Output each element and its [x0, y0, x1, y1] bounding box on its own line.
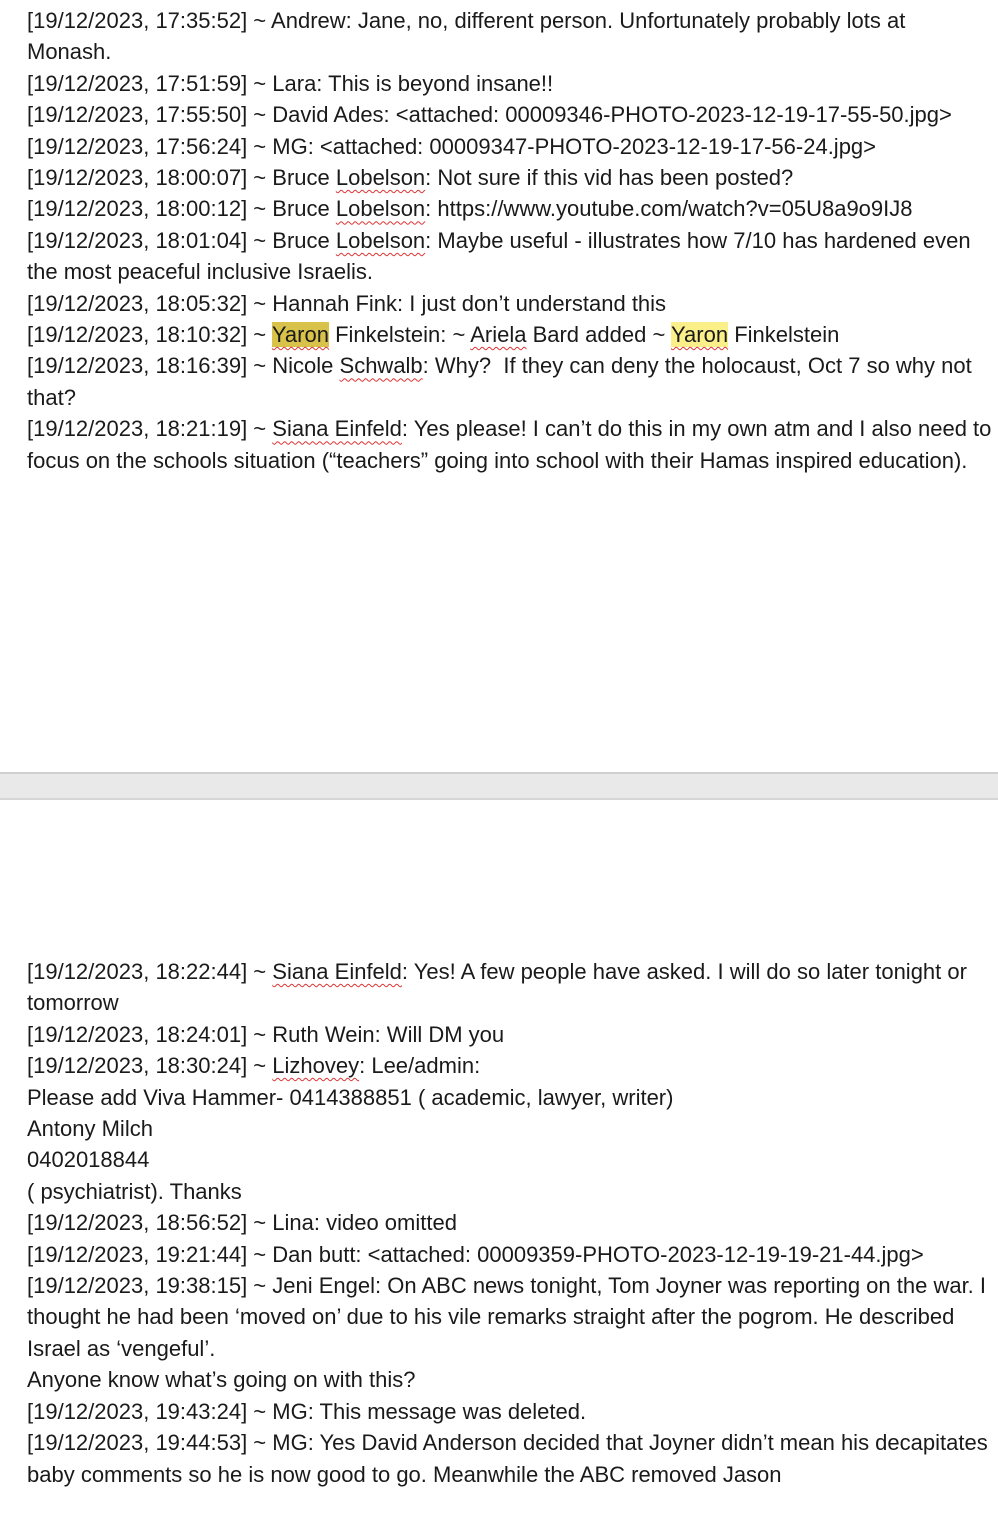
- chat-message: [19/12/2023, 18:00:12] ~ Bruce Lobelson: https://www.youtube.com/watch?v=05U8a9o9IJ8: [27, 196, 913, 222]
- chat-message: Anyone know what’s going on with this?: [27, 1367, 416, 1393]
- chat-message: [19/12/2023, 18:01:04] ~ Bruce Lobelson: Maybe useful - illustrates how 7/10 has hardened even the most peaceful inclusive Israelis.: [27, 227, 977, 285]
- spellcheck-flagged-word: Siana Einfeld: [272, 416, 402, 442]
- chat-message: [19/12/2023, 19:44:53] ~ MG: Yes David Anderson decided that Joyner didn’t mean his decapitates baby comments so he is now good to go. Meanwhile the ABC removed Jason: [27, 1430, 994, 1487]
- chat-message: [19/12/2023, 18:05:32] ~ Hannah Fink: I just don’t understand this: [27, 290, 667, 316]
- chat-message: [19/12/2023, 19:38:15] ~ Jeni Engel: On ABC news tonight, Tom Joyner was reporting on the war. I thought he had been ‘moved on’ due to his vile remarks straight after the pogrom. He described Israel as ‘vengeful’.: [27, 1273, 993, 1361]
- highlighted-search-match: Yaron: [271, 322, 329, 348]
- chat-message: [19/12/2023, 18:56:52] ~ Lina: video omitted: [27, 1210, 457, 1236]
- chat-log-text: [27, 956, 995, 1490]
- chat-message: 0402018844: [27, 1147, 150, 1173]
- spellcheck-flagged-word: Schwalb: [339, 353, 423, 379]
- chat-message: [19/12/2023, 18:16:39] ~ Nicole Schwalb: Why? If they can deny the holocaust, Oct 7 so why not that?: [27, 353, 978, 410]
- page-break-separator: [0, 772, 998, 800]
- chat-message: [19/12/2023, 17:56:24] ~ MG: <attached: 00009347-PHOTO-2023-12-19-17-56-24.jpg>: [27, 133, 877, 159]
- chat-message: [19/12/2023, 18:22:44] ~ Siana Einfeld: Yes! A few people have asked. I will do so later tonight or tomorrow: [27, 959, 974, 1016]
- chat-message: [19/12/2023, 18:30:24] ~ Lizhovey: Lee/admin:: [27, 1053, 481, 1079]
- spellcheck-flagged-word: Ariela: [470, 322, 527, 348]
- chat-message: [19/12/2023, 18:24:01] ~ Ruth Wein: Will DM you: [27, 1021, 505, 1047]
- spellcheck-flagged-word: Lobelson: [335, 196, 426, 222]
- spellcheck-flagged-word: Siana Einfeld: [272, 959, 402, 984]
- chat-message: [19/12/2023, 17:51:59] ~ Lara: This is beyond insane!!: [27, 70, 554, 96]
- document-page-2: [0, 800, 998, 1525]
- chat-log-text: [27, 5, 998, 476]
- chat-message: [19/12/2023, 18:10:32] ~ Yaron Finkelstein: ~ Ariela Bard added ~ Yaron Finkelstein: [27, 322, 840, 348]
- chat-message: [19/12/2023, 19:21:44] ~ Dan butt: <attached: 00009359-PHOTO-2023-12-19-19-21-44.jpg>: [27, 1241, 924, 1267]
- highlighted-search-match: Yaron: [671, 322, 729, 348]
- chat-message: Please add Viva Hammer- 0414388851 ( academic, lawyer, writer): [27, 1084, 674, 1110]
- chat-message: ( psychiatrist). Thanks: [27, 1178, 242, 1204]
- chat-message: Antony Milch: [27, 1116, 153, 1142]
- chat-message: [19/12/2023, 18:21:19] ~ Siana Einfeld: Yes please! I can’t do this in my own atm and I also need to focus on the schools situation (“teachers” going into school with their Hamas inspired education).: [27, 416, 998, 473]
- spellcheck-flagged-word: Lobelson: [335, 165, 426, 191]
- spellcheck-flagged-word: Lizhovey: [272, 1053, 360, 1079]
- chat-message: [19/12/2023, 17:35:52] ~ Andrew: Jane, no, different person. Unfortunately probably lots at Monash.: [27, 8, 912, 65]
- chat-message: [19/12/2023, 18:00:07] ~ Bruce Lobelson: Not sure if this vid has been posted?: [27, 165, 794, 191]
- bottom-fade: [0, 1493, 998, 1525]
- chat-message: [19/12/2023, 19:43:24] ~ MG: This message was deleted.: [27, 1398, 587, 1424]
- chat-message: [19/12/2023, 17:55:50] ~ David Ades: <attached: 00009346-PHOTO-2023-12-19-17-55-50.jpg>: [27, 102, 952, 128]
- spellcheck-flagged-word: Lobelson: [335, 227, 426, 253]
